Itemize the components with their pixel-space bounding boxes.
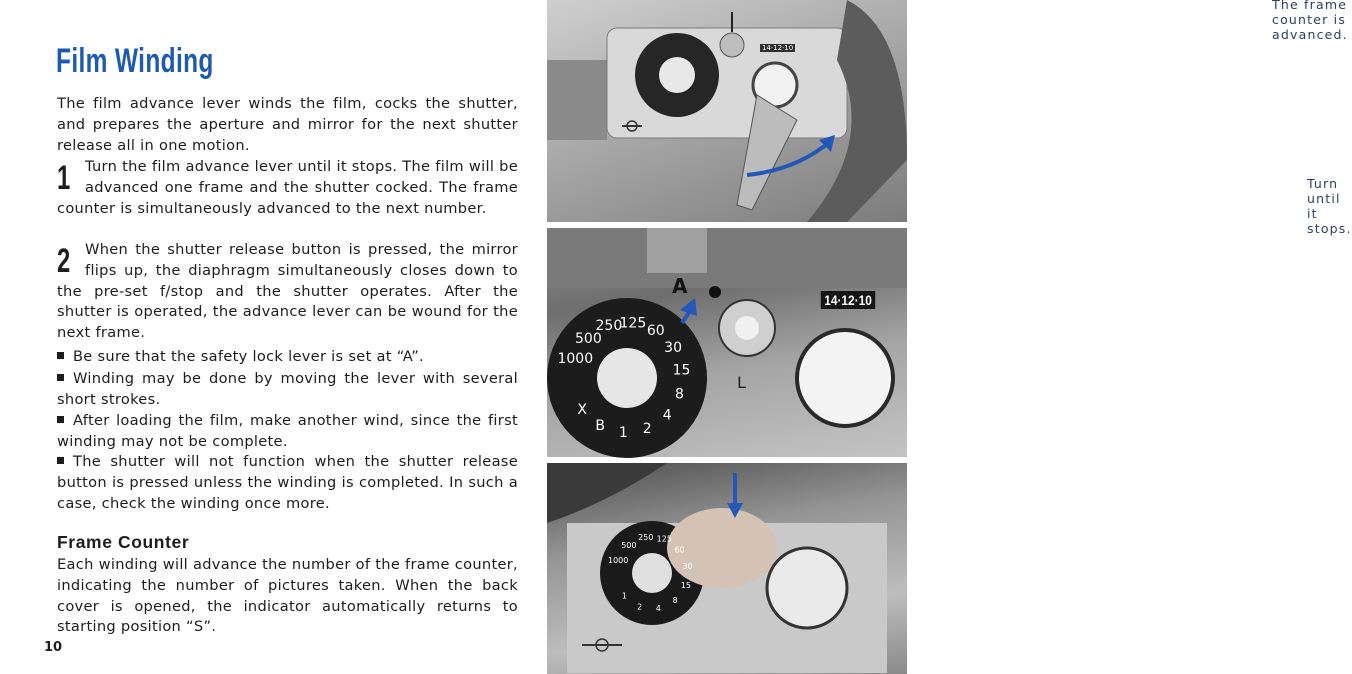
bullet-item: [57, 347, 518, 368]
bullet-square-icon: [57, 457, 64, 464]
middle-dial-speed-label: 2: [642, 421, 652, 438]
bottom-dial-speed-label: 4: [655, 603, 661, 613]
photo-advance-lever: [547, 0, 1352, 236]
bottom-dial-speed-label: 2: [637, 602, 643, 612]
bottom-dial-speed-label: 30: [682, 562, 693, 572]
bottom-dial-speed-label: 500: [621, 540, 637, 550]
bullet-text: Be sure that the safety lock lever is set at “A”.: [73, 348, 424, 365]
middle-dial-speed-label: 125: [619, 315, 647, 332]
step-number: 1: [57, 159, 71, 197]
lock-label-l: L: [737, 373, 748, 392]
step-2: [57, 240, 518, 344]
bullet-item: [57, 411, 518, 453]
middle-dial-speed-label: 500: [575, 330, 602, 347]
caption-turn-lever: Turn until it stops.: [1307, 176, 1352, 236]
middle-dial-speed-label: B: [595, 417, 605, 434]
frame-counter-badge: 14·12·10: [821, 291, 875, 309]
bullet-text: Winding may be done by moving the lever with several short strokes.: [57, 370, 518, 408]
step-1: [57, 157, 518, 219]
shutter-release-illustration: [547, 463, 907, 674]
lock-label-a: A: [672, 274, 689, 298]
middle-dial-speed-label: 30: [664, 339, 683, 356]
bullet-text: After loading the film, make another wind, since the first winding may not be complete.: [57, 412, 518, 450]
photo-shutter-dial: [547, 228, 907, 457]
bullet-square-icon: [57, 352, 64, 359]
bottom-dial-speed-label: 60: [674, 545, 685, 555]
text-column: [0, 0, 540, 674]
step-number: 2: [57, 242, 71, 280]
page-number: 10: [44, 640, 63, 655]
bullet-text: The shutter will not function when the shutter release button is pressed unless the winding is completed. In such a case, check the winding once more.: [57, 453, 518, 512]
middle-dial-speed-label: 8: [674, 386, 684, 403]
bottom-dial-speed-label: 125: [656, 534, 672, 544]
bottom-dial-speed-label: 15: [680, 580, 691, 590]
bottom-dial-speed-label: 1000: [607, 556, 629, 566]
step-text: Turn the film advance lever until it stops. The film will be advanced one frame and the shutter cocked. The frame counter is simultaneously advanced to the next number.: [57, 158, 518, 217]
camera-top-illustration: [547, 0, 907, 222]
bottom-dial-speed-label: 1: [621, 591, 627, 601]
frame-counter-paragraph: Each winding will advance the number of the frame counter, indicating the number of pictures taken. When the back cover is opened, the indicator automatically returns to starting position “S”.: [57, 556, 518, 636]
bullet-square-icon: [57, 416, 64, 423]
middle-dial-speed-label: 1: [618, 424, 628, 441]
middle-dial-speed-label: 4: [662, 407, 672, 424]
section-heading: Frame Counter: [57, 532, 190, 552]
frame-counter-badge-small: 14·12·10: [762, 44, 794, 52]
step-text: When the shutter release button is pressed, the mirror flips up, the diaphragm simultaneously closes down to the pre-set f/stop and the shutter operates. After the shutter is operated, the advance lever can be wound for the next frame.: [57, 241, 518, 342]
middle-dial-speed-label: 60: [646, 323, 665, 340]
middle-dial-speed-label: 250: [595, 318, 623, 335]
shutter-dial-illustration: [547, 228, 907, 457]
middle-dial-speed-label: X: [577, 401, 587, 418]
bullet-item: [57, 452, 518, 514]
page-title: Film Winding: [56, 42, 214, 80]
bottom-dial-speed-label: 8: [672, 596, 678, 606]
photo-shutter-release: [547, 463, 907, 674]
middle-dial-speed-label: 15: [672, 362, 691, 379]
bullet-square-icon: [57, 374, 64, 381]
bottom-dial-speed-label: 250: [638, 533, 654, 543]
middle-dial-speed-label: 1000: [557, 351, 594, 368]
bullet-item: [57, 369, 518, 411]
intro-paragraph: The film advance lever winds the film, cocks the shutter, and prepares the aperture and mirror for the next shutter release all in one motion.: [57, 95, 518, 154]
caption-frame-counter: The frame counter is advanced.: [1269, 0, 1351, 42]
